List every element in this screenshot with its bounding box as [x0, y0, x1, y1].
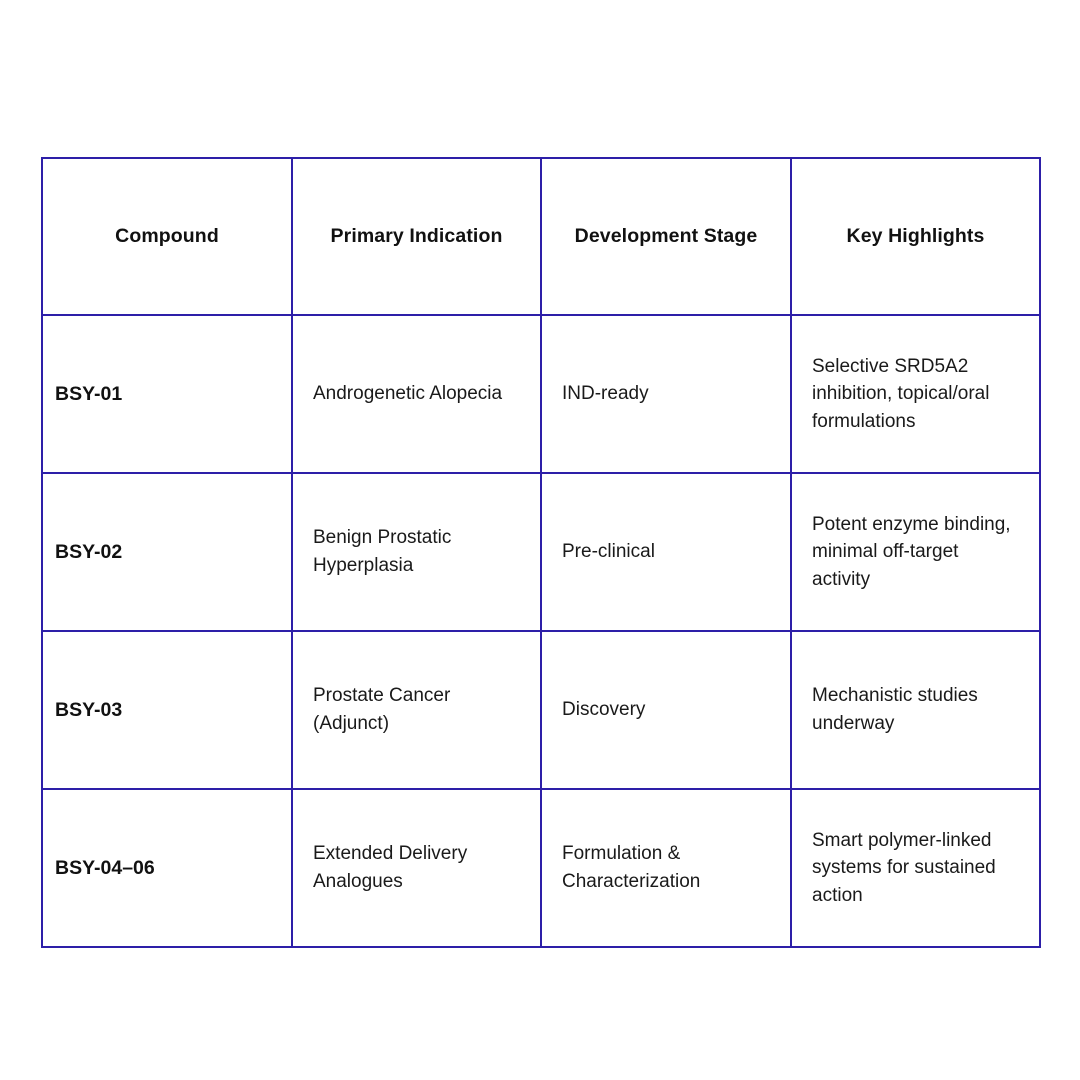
cell-indication: Prostate Cancer (Adjunct): [292, 631, 541, 789]
cell-stage: Formulation & Characterization: [541, 789, 791, 947]
cell-compound: BSY-01: [42, 315, 292, 473]
cell-highlights: Smart polymer-linked systems for sustained action: [791, 789, 1040, 947]
pipeline-table: [41, 157, 1041, 948]
column-header-key-highlights: Key Highlights: [791, 158, 1040, 315]
cell-compound: BSY-03: [42, 631, 292, 789]
table-row: [42, 789, 1040, 947]
column-header-primary-indication: Primary Indication: [292, 158, 541, 315]
cell-highlights: Selective SRD5A2 inhibition, topical/oral formulations: [791, 315, 1040, 473]
table-row: [42, 473, 1040, 631]
column-header-development-stage: Development Stage: [541, 158, 791, 315]
table-header-row: [42, 158, 1040, 315]
table-header: [42, 158, 1040, 315]
cell-highlights: Potent enzyme binding, minimal off-target activity: [791, 473, 1040, 631]
cell-indication: Benign Prostatic Hyperplasia: [292, 473, 541, 631]
table-row: [42, 315, 1040, 473]
cell-highlights: Mechanistic studies underway: [791, 631, 1040, 789]
cell-indication: Androgenetic Alopecia: [292, 315, 541, 473]
cell-compound: BSY-04–06: [42, 789, 292, 947]
column-header-compound: Compound: [42, 158, 292, 315]
cell-stage: IND-ready: [541, 315, 791, 473]
cell-compound: BSY-02: [42, 473, 292, 631]
cell-indication: Extended Delivery Analogues: [292, 789, 541, 947]
cell-stage: Pre-clinical: [541, 473, 791, 631]
pipeline-table-container: [41, 157, 1039, 948]
table-row: [42, 631, 1040, 789]
table-body: [42, 315, 1040, 947]
cell-stage: Discovery: [541, 631, 791, 789]
